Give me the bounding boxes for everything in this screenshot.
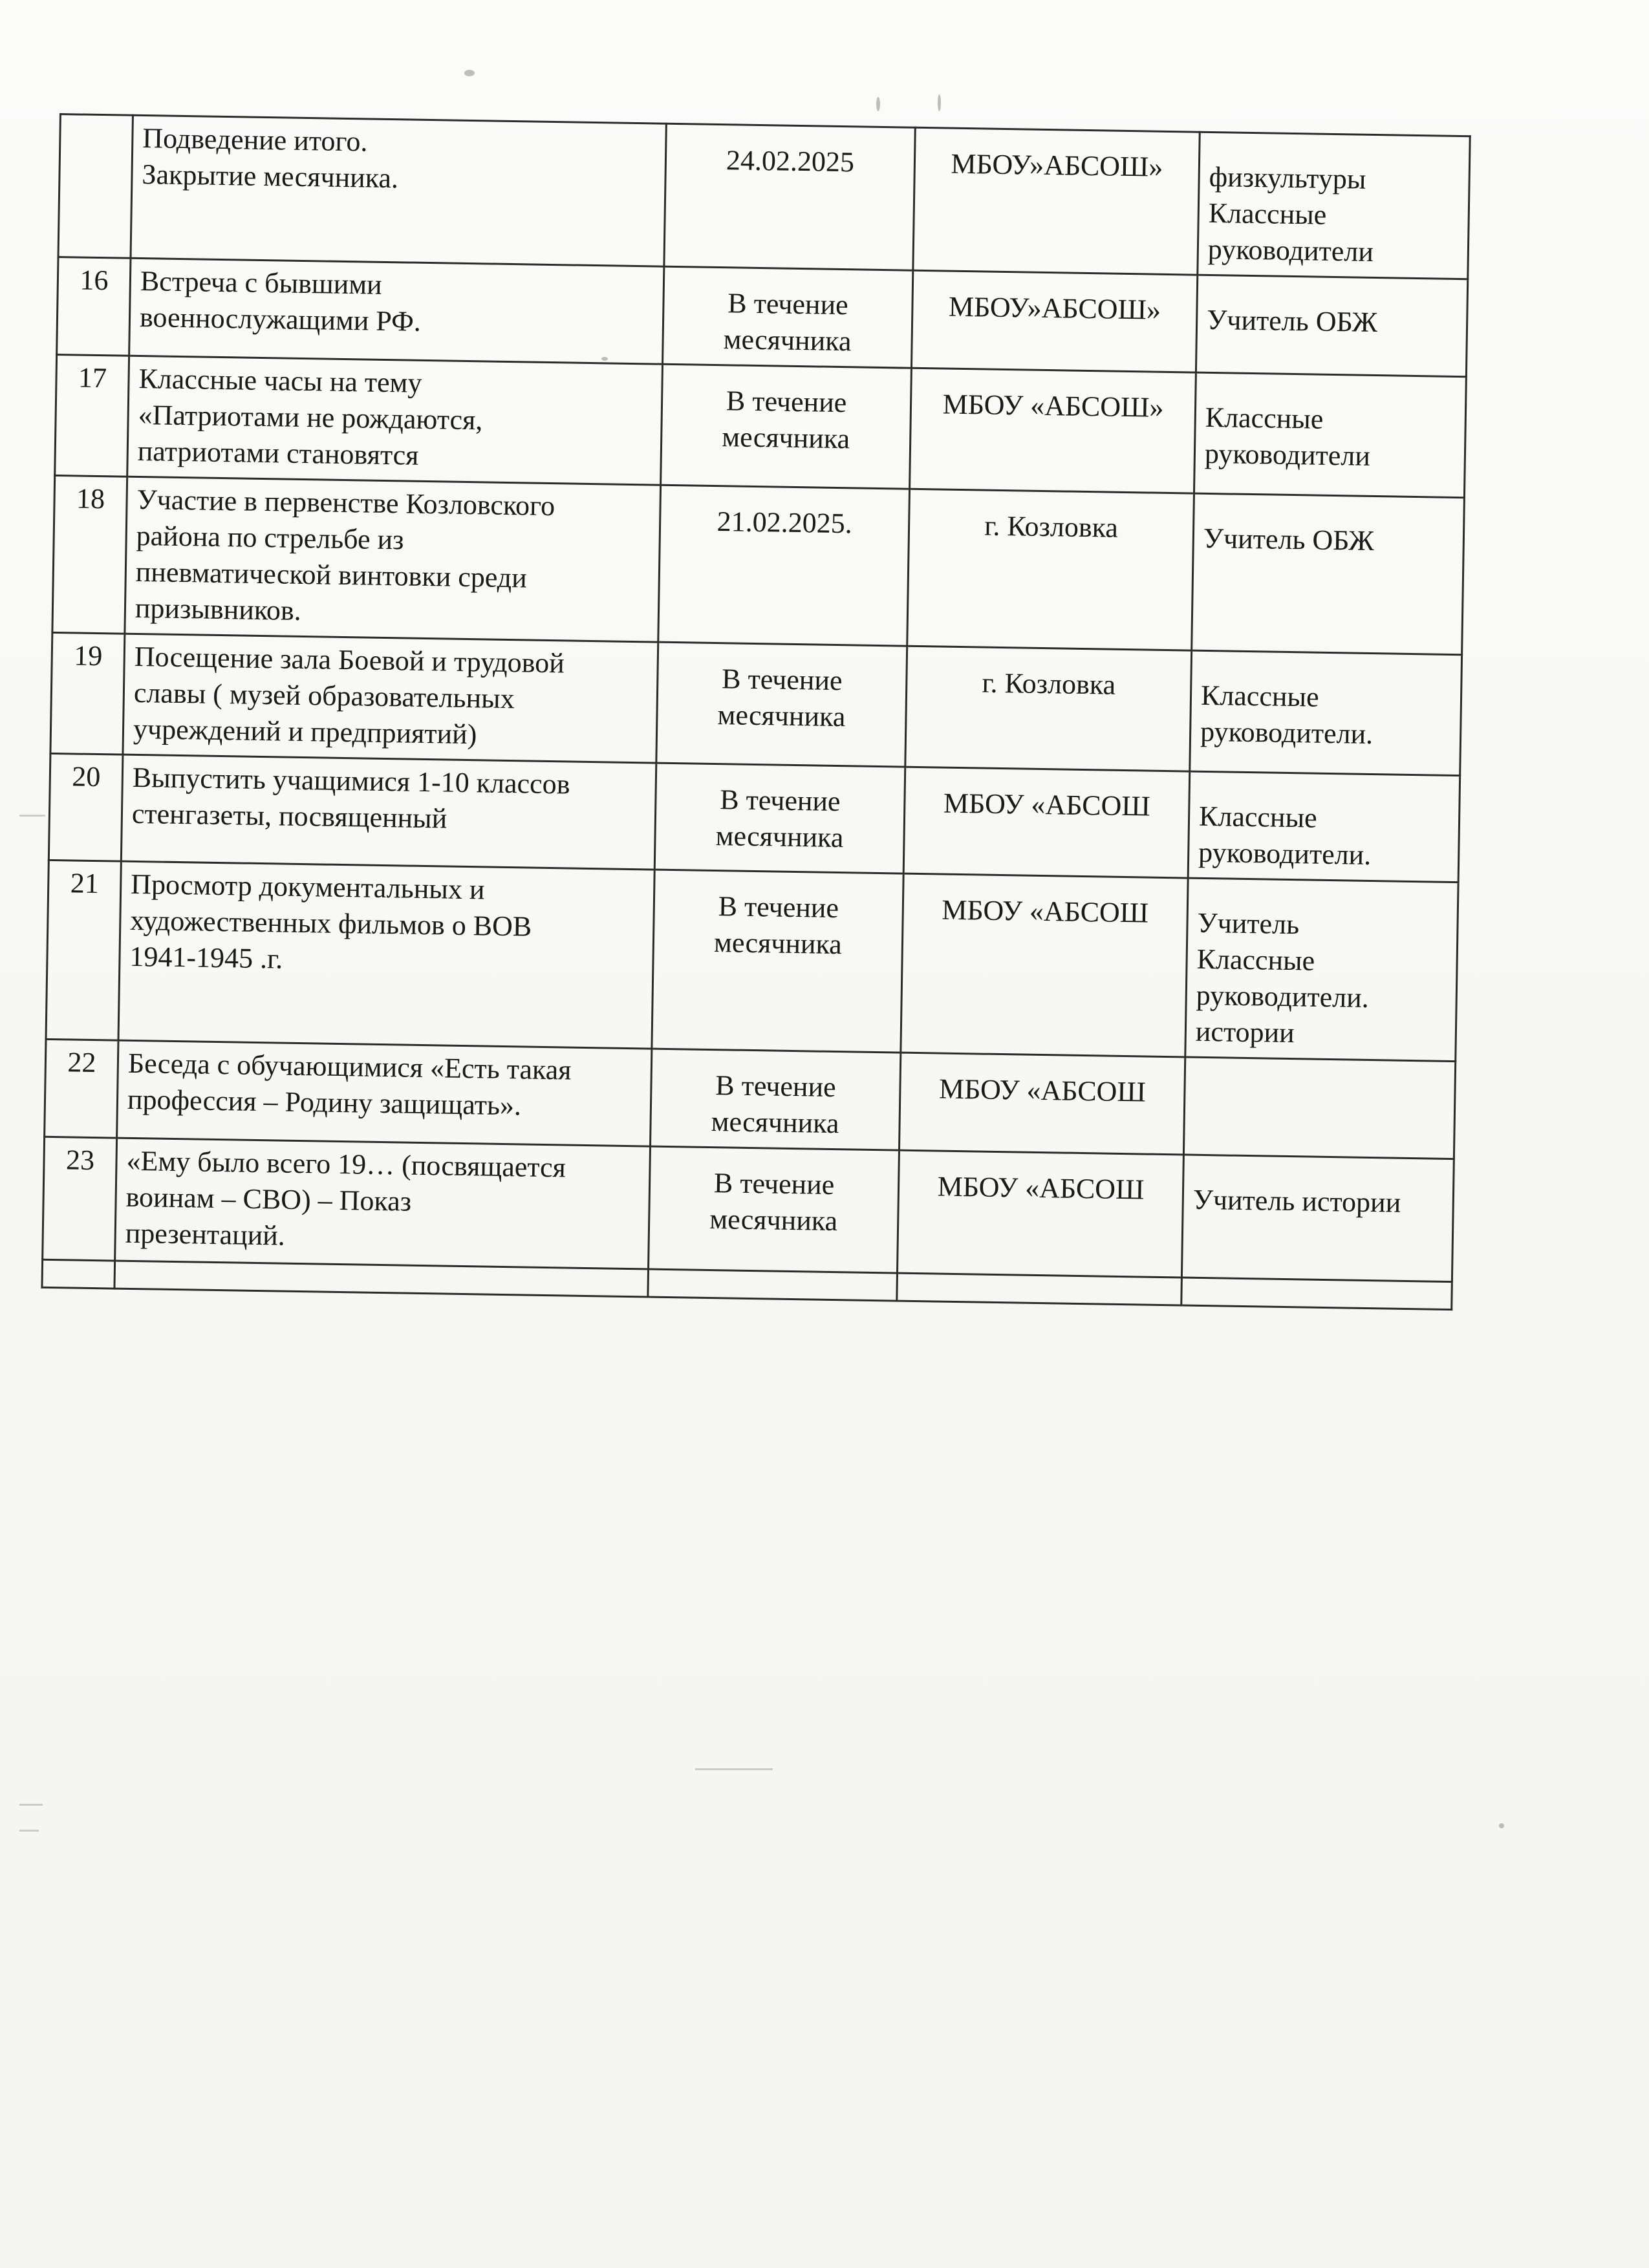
date-cell: [654, 763, 905, 873]
responsible-cell: [1198, 132, 1470, 279]
date-text: 24.02.2025: [726, 144, 855, 178]
empty-cell: [1181, 1278, 1452, 1310]
scan-edge-mark: [19, 1804, 43, 1806]
place-cell: [913, 127, 1200, 275]
place-text: МБОУ «АБСОШ»: [942, 388, 1164, 423]
scan-speck: [1499, 1823, 1504, 1828]
row-number-text: 22: [67, 1046, 96, 1079]
scan-edge-mark: [19, 1830, 39, 1832]
event-text: Закрытие месячника.: [142, 158, 399, 195]
row-number-cell: [45, 1039, 118, 1138]
event-text: презентаций.: [125, 1217, 286, 1252]
date-text: месячника: [715, 820, 844, 854]
event-text: военнослужащими РФ.: [139, 301, 422, 337]
event-text: Беседа с обучающимися «Есть такая: [127, 1047, 572, 1086]
date-cell: [652, 870, 903, 1053]
event-text: Выпустить учащимися 1-10 классов: [132, 761, 570, 800]
date-text: В течение: [726, 385, 847, 419]
row-number-cell: [55, 354, 129, 476]
event-text: Участие в первенстве Козловского: [136, 483, 555, 522]
responsible-text: руководители: [1204, 437, 1371, 472]
event-text: учреждений и предприятий): [133, 712, 477, 751]
responsible-text: Классные: [1205, 401, 1324, 435]
event-text: патриотами становятся: [137, 434, 419, 471]
event-cell: [129, 258, 664, 364]
responsible-cell: [1185, 878, 1458, 1062]
place-cell: [910, 368, 1196, 493]
event-cell: [115, 1138, 651, 1269]
event-text: района по стрельбе из: [136, 519, 404, 556]
event-cell: [121, 754, 656, 870]
date-cell: [661, 364, 912, 489]
scan-edge-mark: [19, 815, 45, 817]
event-text: «Патриотами не рождаются,: [138, 398, 483, 436]
event-cell: [131, 115, 666, 266]
responsible-text: Учитель истории: [1192, 1183, 1401, 1219]
event-text: призывников.: [135, 592, 302, 626]
event-cell: [117, 1040, 652, 1146]
responsible-text: Классные: [1196, 943, 1315, 977]
date-text: месячника: [717, 699, 846, 733]
date-cell: [656, 642, 907, 767]
date-cell: [663, 266, 913, 368]
responsible-text: Классные: [1208, 197, 1327, 231]
place-cell: [901, 873, 1188, 1057]
place-cell: [905, 646, 1192, 771]
row-number-text: 16: [80, 264, 109, 297]
date-text: В течение: [715, 1069, 837, 1104]
date-text: В течение: [713, 1167, 835, 1201]
table-body: [42, 114, 1470, 1310]
row-number-text: 20: [72, 760, 101, 793]
table-row: [46, 860, 1458, 1061]
responsible-cell: [1181, 1155, 1454, 1282]
row-number-text: 21: [70, 867, 100, 900]
date-text: В течение: [727, 287, 849, 321]
date-text: месячника: [713, 926, 843, 961]
place-text: г. Козловка: [984, 509, 1119, 544]
date-text: месячника: [723, 323, 852, 358]
event-text: художественных фильмов о ВОВ: [130, 904, 532, 943]
row-number-text: 23: [65, 1144, 95, 1177]
event-plan-table: [41, 113, 1471, 1311]
row-number-cell: [43, 1137, 117, 1261]
scan-speck: [464, 70, 475, 76]
event-cell: [118, 861, 654, 1049]
event-text: Подведение итого.: [142, 122, 368, 158]
row-number-cell: [52, 475, 127, 634]
event-text: профессия – Родину защищать».: [127, 1083, 522, 1122]
responsible-text: Учитель ОБЖ: [1206, 303, 1378, 339]
date-cell: [651, 1049, 901, 1150]
row-number-cell: [46, 860, 121, 1040]
responsible-text: Классные: [1198, 800, 1318, 834]
place-cell: [903, 767, 1190, 878]
event-cell: [127, 356, 663, 485]
table-row: [58, 114, 1470, 279]
row-number-cell: [50, 632, 125, 754]
responsible-cell: [1194, 372, 1466, 498]
place-text: МБОУ «АБСОШ: [942, 893, 1149, 929]
responsible-cell: [1196, 275, 1467, 377]
date-cell: [658, 485, 910, 646]
place-cell: [897, 1150, 1183, 1278]
date-cell: [664, 123, 915, 270]
responsible-text: руководители.: [1196, 979, 1370, 1014]
event-text: 1941-1945 .г.: [129, 940, 283, 975]
responsible-text: Классные: [1200, 679, 1319, 713]
responsible-text: физкультуры: [1209, 160, 1366, 195]
place-text: г. Козловка: [982, 667, 1116, 701]
table-row: [50, 632, 1462, 775]
event-text: пневматической винтовки среди: [135, 555, 528, 594]
event-text: Посещение зала Боевой и трудовой: [134, 640, 565, 679]
row-number-text: 18: [76, 482, 105, 515]
date-text: месячника: [711, 1106, 839, 1140]
responsible-cell: [1190, 650, 1462, 776]
event-cell: [125, 476, 661, 642]
place-cell: [911, 270, 1197, 372]
responsible-text: руководители.: [1198, 836, 1372, 871]
place-text: МБОУ «АБСОШ: [943, 787, 1151, 822]
empty-cell: [648, 1269, 898, 1301]
event-text: «Ему было всего 19… (посвящается: [126, 1144, 566, 1184]
date-text: В течение: [719, 784, 841, 818]
table-row: [55, 354, 1467, 497]
place-text: МБОУ»АБСОШ»: [951, 147, 1163, 183]
scan-edge-mark: [695, 1768, 773, 1770]
date-text: 21.02.2025.: [717, 506, 853, 540]
date-cell: [649, 1146, 900, 1273]
table-row: [52, 475, 1465, 654]
responsible-text: руководители.: [1200, 715, 1374, 751]
row-number-text: 17: [78, 361, 107, 394]
table-row: [43, 1137, 1454, 1281]
responsible-text: Учитель: [1197, 906, 1300, 941]
place-cell: [907, 489, 1194, 650]
event-text: Просмотр документальных и: [130, 868, 485, 906]
responsible-cell: [1192, 493, 1465, 655]
responsible-cell: [1188, 771, 1460, 883]
place-text: МБОУ «АБСОШ: [938, 1073, 1147, 1108]
row-number-cell: [58, 114, 133, 259]
event-text: Встреча с бывшими: [140, 264, 383, 301]
row-number-cell: [48, 753, 123, 861]
row-number-text: 19: [73, 639, 103, 672]
event-text: воинам – СВО) – Показ: [125, 1181, 412, 1217]
responsible-text: руководители: [1207, 233, 1374, 268]
date-text: месячника: [722, 421, 850, 455]
event-text: Классные часы на тему: [138, 362, 422, 399]
responsible-cell: [1183, 1057, 1455, 1159]
responsible-text: истории: [1195, 1015, 1295, 1049]
empty-cell: [897, 1273, 1182, 1305]
event-text: стенгазеты, посвященный: [131, 797, 447, 835]
place-text: МБОУ»АБСОШ»: [948, 290, 1161, 326]
scan-speck: [938, 94, 941, 111]
row-number-cell: [57, 257, 131, 356]
date-text: месячника: [709, 1203, 838, 1237]
date-text: В течение: [721, 663, 843, 697]
empty-cell: [42, 1259, 115, 1289]
scan-speck: [876, 97, 880, 111]
event-cell: [123, 634, 658, 763]
place-cell: [899, 1053, 1185, 1155]
responsible-text: Учитель ОБЖ: [1203, 522, 1375, 557]
date-text: В течение: [718, 890, 839, 925]
place-text: МБОУ «АБСОШ: [937, 1170, 1145, 1206]
event-text: славы ( музей образовательных: [133, 676, 515, 715]
